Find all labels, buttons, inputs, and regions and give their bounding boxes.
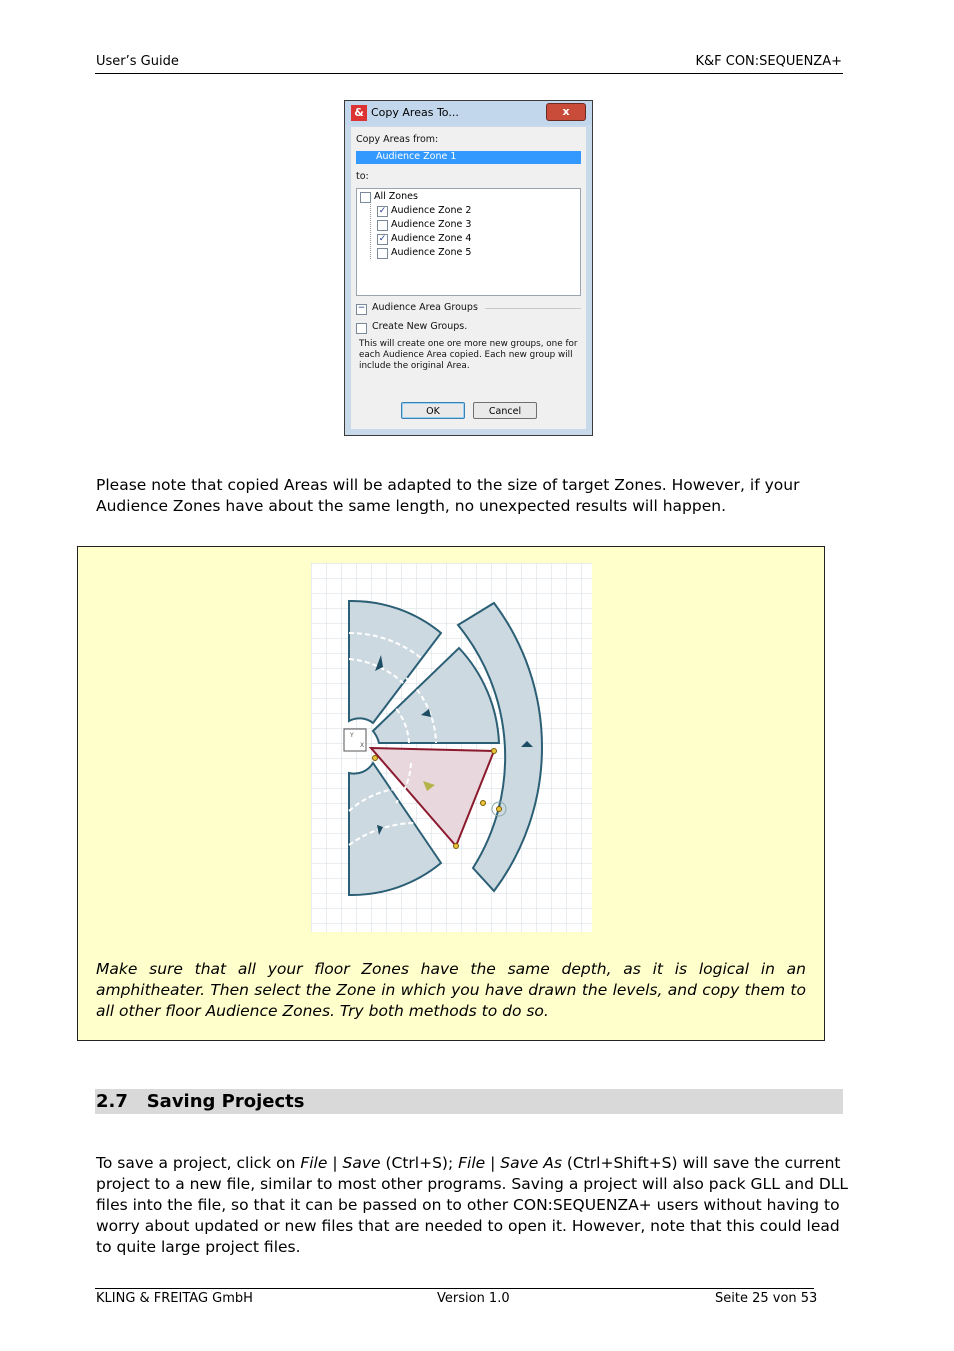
note-caption [96, 959, 806, 1022]
tree-connector [370, 202, 371, 259]
paragraph-line: Audience Zones have about the same length, no unexpected results will happen. [96, 497, 727, 515]
origin-y-label: Y [350, 732, 354, 739]
copy-areas-dialog [344, 100, 593, 436]
section-number: 2.7 [96, 1091, 128, 1112]
tree-item-label: Audience Zone 5 [391, 247, 472, 258]
to-label: to: [356, 171, 369, 182]
header-right: K&F CON:SEQUENZA+ [695, 54, 842, 69]
edit-handle[interactable] [492, 749, 497, 754]
zone-tree [356, 188, 581, 296]
footer-center: Version 1.0 [437, 1291, 510, 1306]
menu-ref: File [458, 1154, 486, 1172]
edit-handle[interactable] [454, 844, 459, 849]
dialog-title: Copy Areas To... [371, 106, 459, 119]
section-heading [95, 1089, 843, 1114]
tree-item-label: Audience Zone 4 [391, 233, 472, 244]
zone-2-checkbox[interactable]: ✓ [378, 206, 387, 216]
text-run: (Ctrl+Shift+S) will save the current [561, 1154, 841, 1172]
text-run: (Ctrl+S); [380, 1154, 459, 1172]
create-groups-checkbox[interactable] [356, 323, 367, 334]
edit-handle[interactable] [373, 756, 378, 761]
section-title [96, 1091, 304, 1112]
footer-right: Seite 25 von 53 [715, 1291, 818, 1306]
tree-item-label: All Zones [374, 191, 418, 202]
text-run: | [485, 1154, 501, 1172]
copy-from-label: Copy Areas from: [356, 134, 439, 145]
tree-item-label: Audience Zone 2 [391, 205, 472, 216]
paragraph-line: to quite large project files. [96, 1238, 301, 1256]
caption-line: Make sure that all your floor Zones have the same depth, as it is logical in an amphitheater. [96, 960, 806, 999]
tree-item-label: Audience Zone 3 [391, 219, 472, 230]
description-line: This will create one ore more new groups, one for [359, 339, 578, 349]
section-name: Saving Projects [146, 1091, 305, 1112]
all-zones-checkbox[interactable] [360, 192, 371, 203]
note-box [77, 546, 825, 1041]
amphitheater-figure [311, 563, 592, 932]
footer-rule [95, 1288, 814, 1289]
close-icon[interactable]: x [546, 103, 586, 121]
description-line: each Audience Area copied. Each new group will [359, 350, 573, 360]
footer-left: KLING & FREITAG GmbH [96, 1291, 253, 1306]
menu-ref: Save [342, 1154, 381, 1172]
group-section-label: Audience Area Groups [372, 302, 478, 313]
edit-handle[interactable] [497, 807, 502, 812]
paragraph-line: files into the file, so that it can be passed on to other CON:SEQUENZA+ users without having to [96, 1196, 840, 1214]
dialog-body [351, 127, 586, 429]
copy-from-field[interactable] [356, 151, 581, 164]
paragraph-line: Please note that copied Areas will be adapted to the size of target Zones. However, if your [96, 476, 800, 494]
description-line: include the original Area. [359, 361, 470, 371]
cancel-button[interactable]: Cancel [473, 402, 537, 419]
paragraph-line: worry about updated or new files that are needed to open it. However, note that this could lead [96, 1217, 840, 1235]
zone-4-checkbox[interactable]: ✓ [378, 234, 387, 244]
ok-button[interactable]: OK [401, 402, 465, 419]
caption-line: Then select the Zone in which you have drawn the levels, and copy them to all other floor [96, 981, 806, 1020]
header-rule [95, 73, 843, 74]
zone-5-checkbox[interactable] [377, 248, 388, 259]
dialog-titlebar [345, 101, 592, 125]
zone-3-checkbox[interactable] [377, 220, 388, 231]
text-run: | [327, 1154, 343, 1172]
zone-plot [311, 563, 592, 932]
paragraph-line [96, 1153, 841, 1174]
origin-x-label: X [360, 742, 365, 749]
paragraph-line: project to a new file, similar to most other programs. Saving a project will also pack GLL and DLL [96, 1175, 849, 1193]
caption-line: Audience Zones. Try both methods to do so. [205, 1002, 549, 1020]
header-left: User’s Guide [96, 54, 179, 69]
menu-ref: File [300, 1154, 328, 1172]
text-run: To save a project, click on [96, 1154, 301, 1172]
create-groups-label: Create New Groups. [372, 321, 468, 332]
edit-handle[interactable] [481, 801, 486, 806]
app-icon: & [351, 105, 367, 121]
group-collapse-icon[interactable]: − [357, 303, 366, 313]
copy-from-value: Audience Zone 1 [376, 151, 457, 162]
group-divider [485, 308, 581, 309]
menu-ref: Save As [500, 1154, 562, 1172]
